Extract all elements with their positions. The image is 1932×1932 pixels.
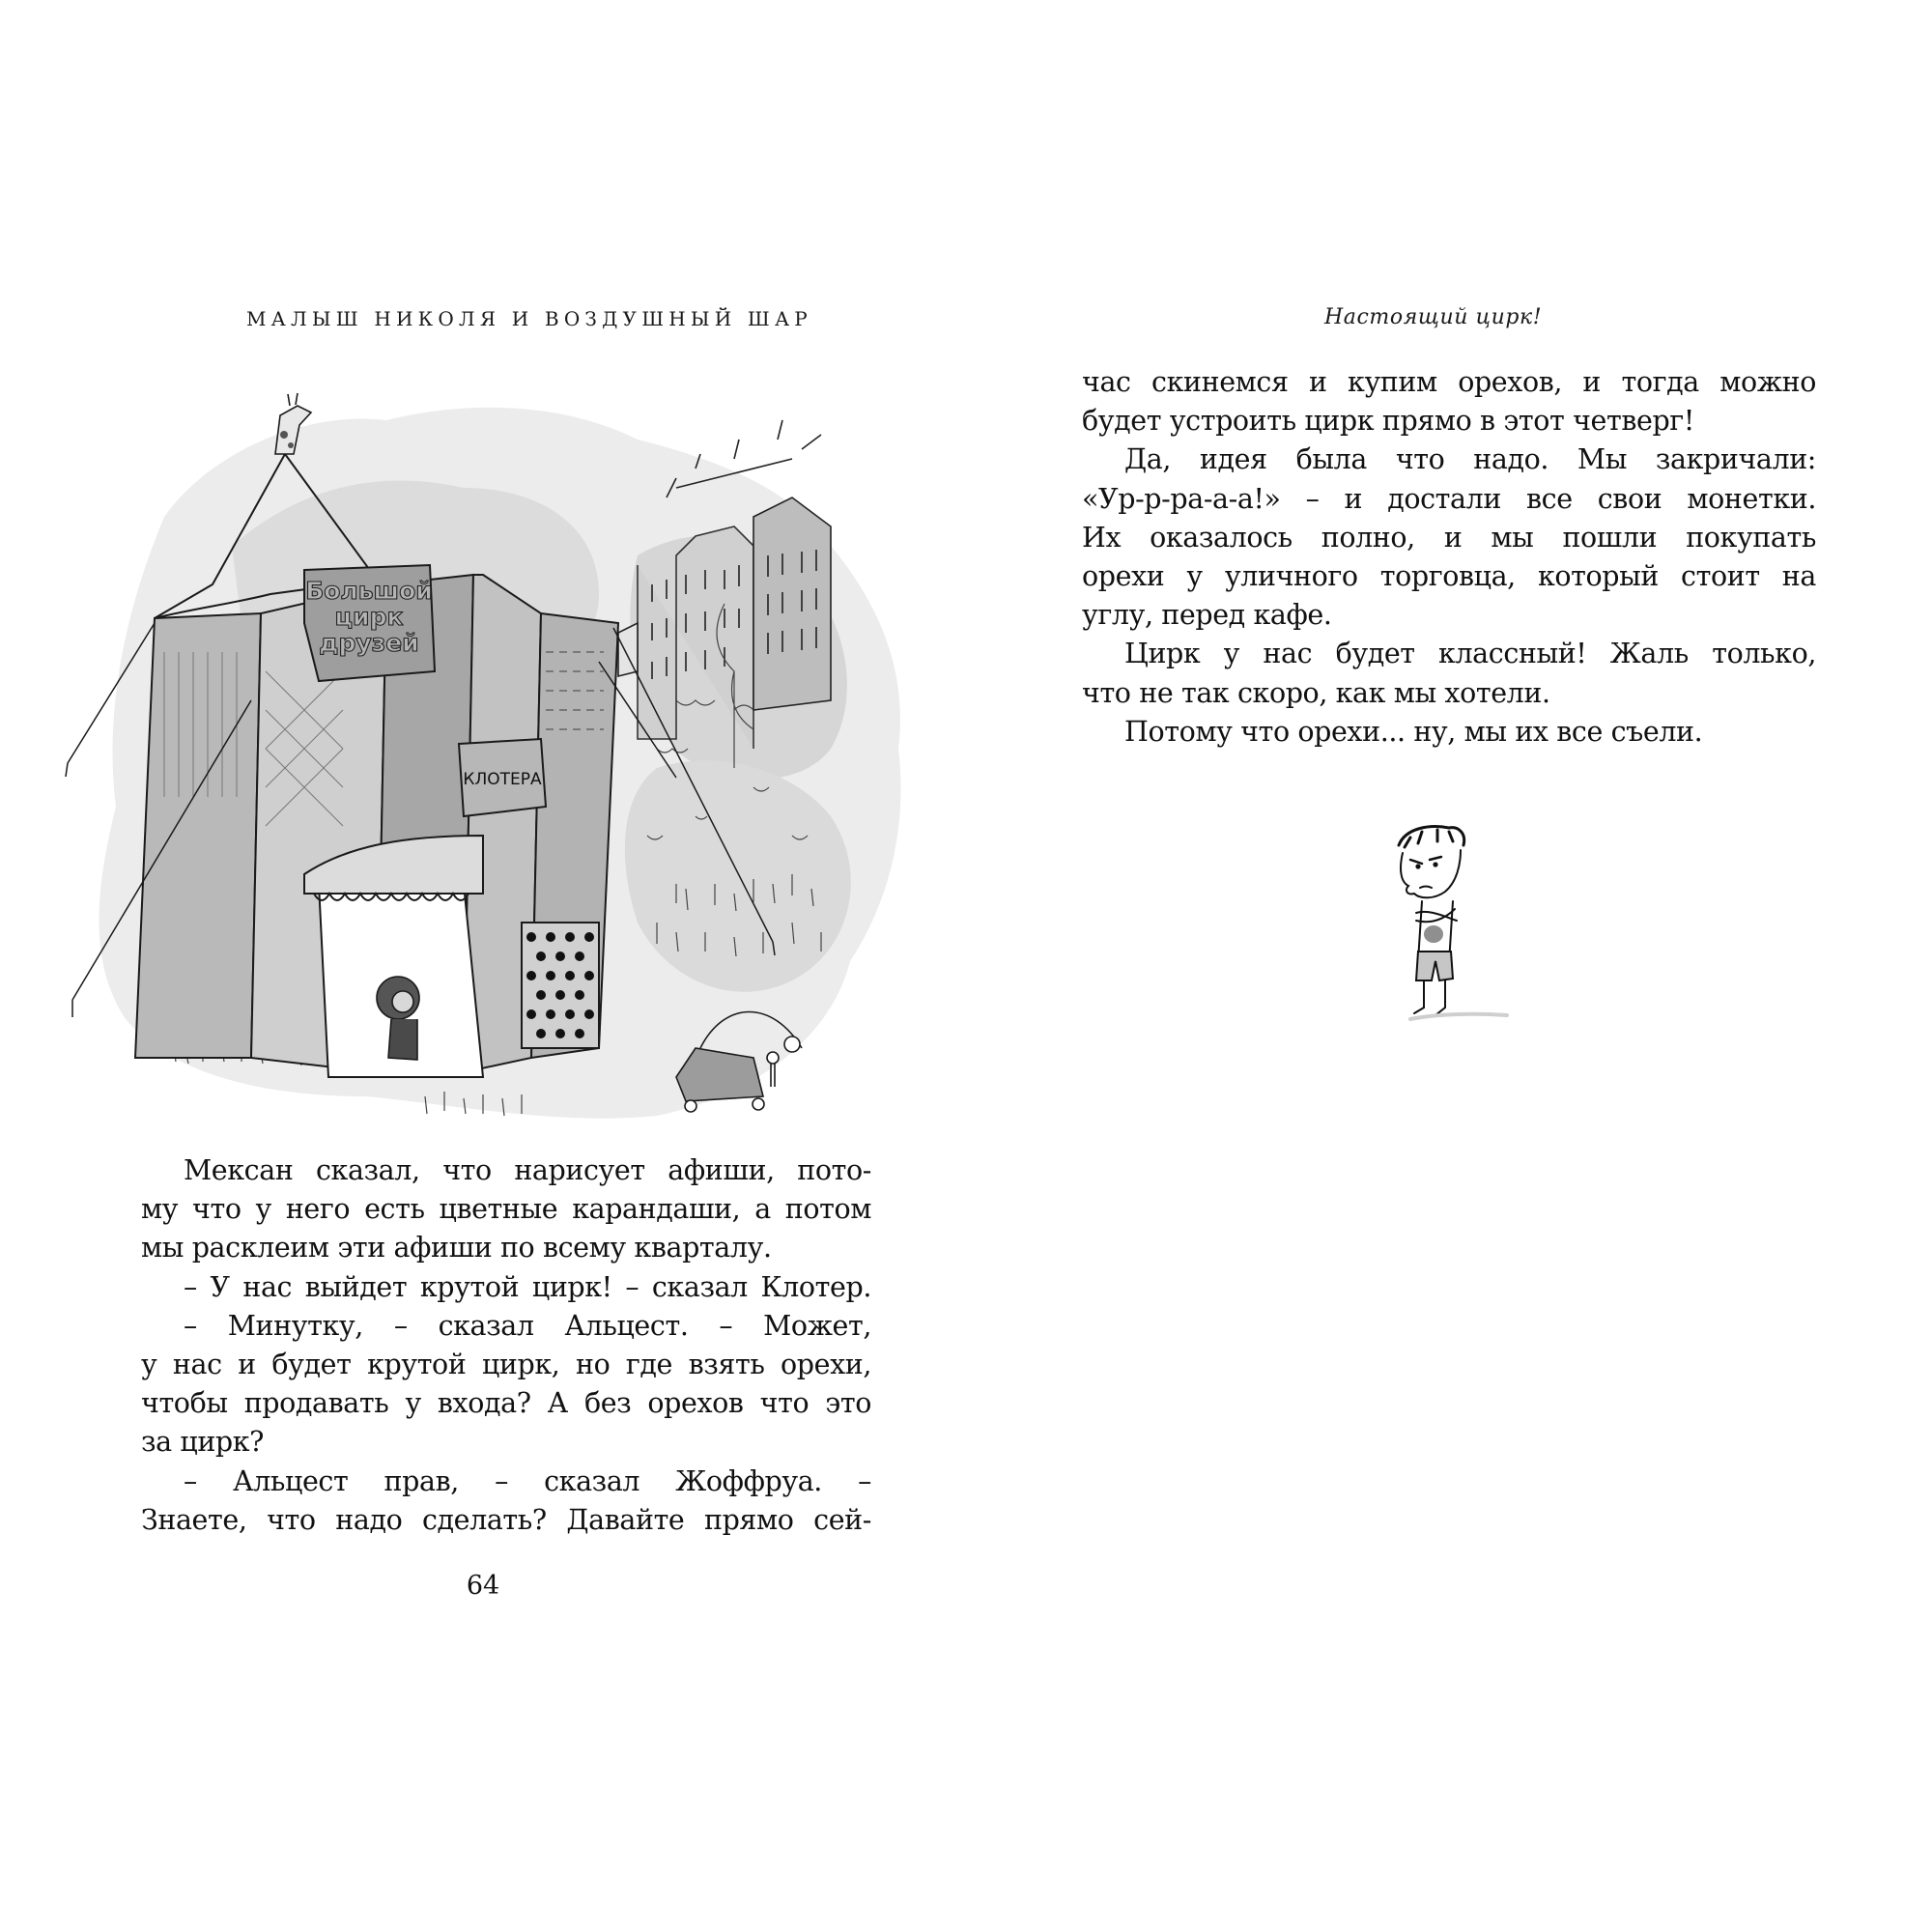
text-line: орехи у уличного торговца, который стоит на (1082, 559, 1816, 592)
text-line: «Ур-р-ра-а-а!» – и достали все свои монетки. (1082, 482, 1816, 515)
page-number: 64 (466, 1571, 500, 1601)
sign-main-line-3: друзей (319, 629, 419, 657)
circus-tent-illustration (58, 382, 927, 1125)
text-line: – Альцест прав, – сказал Жоффруа. – (184, 1464, 871, 1497)
boy-illustration (1352, 816, 1546, 1038)
right-page-body-text (1082, 363, 1816, 752)
text-line: будет устроить цирк прямо в этот четверг! (1082, 405, 1694, 438)
text-line: углу, перед кафе. (1082, 599, 1332, 632)
text-line: у нас и будет крутой цирк, но где взять орехи, (141, 1348, 871, 1380)
text-line: Мексан сказал, что нарисует афиши, пото- (184, 1154, 871, 1186)
text-line: чтобы продавать у входа? А без орехов что это (141, 1387, 871, 1420)
sign-main-line-1: Большой (305, 577, 433, 605)
text-line: Потому что орехи... ну, мы их все съели. (1124, 715, 1703, 748)
text-line: что не так скоро, как мы хотели. (1082, 676, 1550, 709)
text-line: му что у него есть цветные карандаши, а потом (141, 1193, 871, 1226)
sign-small-text: КЛОТЕРА (463, 770, 542, 789)
running-head-book-title: МАЛЫШ НИКОЛЯ И ВОЗДУШНЫЙ ШАР (246, 307, 812, 330)
text-line: – У нас выйдет крутой цирк! – сказал Клотер. (184, 1270, 871, 1303)
right-page (966, 0, 1932, 1932)
text-line: час скинемся и купим орехов, и тогда можно (1082, 366, 1816, 398)
text-line: Их оказалось полно, и мы пошли покупать (1082, 521, 1816, 554)
sign-main-line-2: цирк (334, 603, 404, 631)
text-line: за цирк? (141, 1426, 265, 1459)
big-circus-sign (304, 565, 435, 681)
text-line: – Минутку, – сказал Альцест. – Может, (184, 1309, 871, 1342)
text-line: Цирк у нас будет классный! Жаль только, (1124, 638, 1816, 670)
text-line: Знаете, что надо сделать? Давайте прямо сей- (141, 1503, 871, 1536)
running-head-chapter-title: Настоящий цирк! (1324, 305, 1543, 329)
klotera-sign (459, 739, 546, 816)
left-page-body-text (141, 1151, 871, 1540)
text-line: Да, идея была что надо. Мы закричали: (1124, 443, 1816, 476)
text-line: мы расклеим эти афиши по всему кварталу. (141, 1232, 772, 1264)
